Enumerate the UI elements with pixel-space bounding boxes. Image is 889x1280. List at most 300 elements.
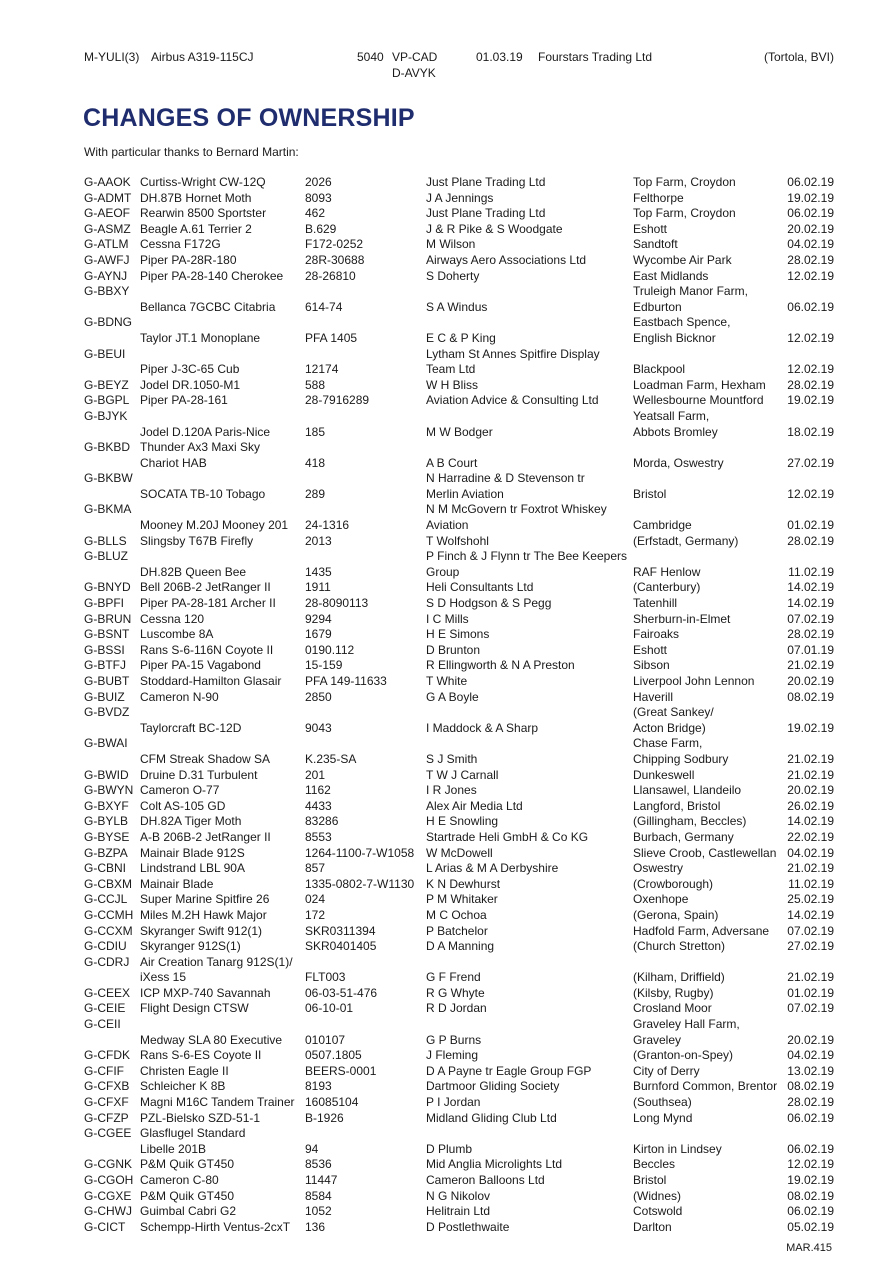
aircraft-type-line: Taylor JT.1 Monoplane xyxy=(140,330,261,345)
table-row xyxy=(84,1157,834,1173)
cell-date: 20.02.19 xyxy=(787,221,834,236)
owner-line: S D Hodgson & S Pegg xyxy=(426,596,552,611)
cell-serial-number: 4433 xyxy=(305,798,332,813)
cell-aircraft-type xyxy=(140,658,305,674)
cell-date: 25.02.19 xyxy=(787,892,834,907)
cell-registration: G-AEOF xyxy=(84,206,131,221)
aircraft-type-line: CFM Streak Shadow SA xyxy=(140,751,271,766)
cell-registration: G-BPFI xyxy=(84,596,125,611)
table-row xyxy=(84,643,834,659)
cell-location xyxy=(633,783,784,799)
cell-location xyxy=(633,1173,784,1189)
table-row xyxy=(84,440,834,471)
cell-date: 06.02.19 xyxy=(787,299,834,314)
cell-aircraft-type xyxy=(140,191,305,207)
aircraft-type-line: Piper PA-15 Vagabond xyxy=(140,658,261,673)
cell-owner xyxy=(426,502,633,533)
location-line: Haverill xyxy=(633,689,674,704)
cell-aircraft-type xyxy=(140,814,305,830)
location-line: (Great Sankey/ xyxy=(633,705,714,720)
cell-aircraft-type xyxy=(140,175,305,191)
owner-line: A B Court xyxy=(426,455,478,470)
cell-date: 19.02.19 xyxy=(787,1173,834,1187)
cell-aircraft-type xyxy=(140,487,305,503)
cell-location xyxy=(633,892,784,908)
cell-aircraft-type xyxy=(140,269,305,285)
cell-date: 19.02.19 xyxy=(787,393,834,408)
table-row xyxy=(84,1111,834,1127)
cell-registration: G-AYNJ xyxy=(84,268,128,283)
owner-line: G F Frend xyxy=(426,970,481,985)
cell-location xyxy=(633,1204,784,1220)
cell-registration: G-BUIZ xyxy=(84,689,125,704)
cell-aircraft-type xyxy=(140,253,305,269)
cell-registration: G-ADMT xyxy=(84,190,132,205)
cell-owner xyxy=(426,393,633,409)
cell-date: 21.02.19 xyxy=(787,861,834,876)
location-line: Darlton xyxy=(633,1219,672,1234)
cell-date: 22.02.19 xyxy=(787,829,834,844)
owner-line: M W Bodger xyxy=(426,424,493,439)
table-row xyxy=(84,986,834,1002)
location-line: (Granton-on-Spey) xyxy=(633,1048,734,1063)
cell-aircraft-type xyxy=(140,565,305,581)
cell-aircraft-type xyxy=(140,830,305,846)
owner-line: T W J Carnall xyxy=(426,767,499,782)
cell-location xyxy=(633,705,784,736)
location-line: Bristol xyxy=(633,1173,667,1187)
cell-registration: G-BXYF xyxy=(84,798,129,813)
cell-aircraft-type xyxy=(140,1189,305,1205)
cell-registration: G-CFDK xyxy=(84,1048,130,1063)
owner-line: H E Simons xyxy=(426,627,490,642)
table-row xyxy=(84,1126,834,1157)
header-location: (Tortola, BVI) xyxy=(763,50,834,64)
table-row xyxy=(84,830,834,846)
owner-line: Just Plane Trading Ltd xyxy=(426,206,546,221)
cell-date: 06.02.19 xyxy=(787,1110,834,1125)
table-row xyxy=(84,1204,834,1220)
cell-serial-number: 06-03-51-476 xyxy=(305,985,378,1000)
location-line: Burbach, Germany xyxy=(633,829,734,844)
owner-line: S Doherty xyxy=(426,268,480,283)
table-row xyxy=(84,378,834,394)
cell-location xyxy=(633,970,784,986)
cell-owner xyxy=(426,799,633,815)
cell-serial-number: 83286 xyxy=(305,814,339,829)
cell-location xyxy=(633,924,784,940)
cell-registration: G-CFXB xyxy=(84,1079,130,1094)
owner-line: Aviation xyxy=(426,518,469,533)
cell-registration: G-CGXE xyxy=(84,1188,132,1203)
cell-owner xyxy=(426,814,633,830)
cell-registration: G-BDNG xyxy=(84,315,132,330)
cell-registration: G-BLUZ xyxy=(84,549,129,564)
owner-line: Alex Air Media Ltd xyxy=(426,798,523,813)
table-row xyxy=(84,924,834,940)
location-line: Cotswold xyxy=(633,1204,683,1219)
owner-line: H E Snowling xyxy=(426,814,499,829)
cell-registration: G-CCJL xyxy=(84,892,128,907)
aircraft-type-line: Piper PA-28-181 Archer II xyxy=(140,596,276,611)
location-line: East Midlands xyxy=(633,268,709,283)
owner-line: Aviation Advice & Consulting Ltd xyxy=(426,393,599,408)
cell-serial-number: 1435 xyxy=(305,564,332,579)
cell-location xyxy=(633,1220,784,1236)
location-line: Edburton xyxy=(633,299,682,314)
cell-location xyxy=(633,206,784,222)
aircraft-type-line: Rans S-6-116N Coyote II xyxy=(140,642,274,657)
cell-aircraft-type xyxy=(140,643,305,659)
owner-line: P Finch & J Flynn tr The Bee Keepers xyxy=(426,549,627,564)
cell-date: 21.02.19 xyxy=(787,970,834,985)
cell-location xyxy=(633,830,784,846)
cell-registration: G-BZPA xyxy=(84,845,128,860)
location-line: Acton Bridge) xyxy=(633,720,706,735)
location-line: Llansawel, Llandeilo xyxy=(633,783,742,798)
cell-owner xyxy=(426,939,633,955)
cell-registration: G-BKBD xyxy=(84,440,131,455)
table-row xyxy=(84,534,834,550)
cell-aircraft-type xyxy=(140,612,305,628)
cell-date: 28.02.19 xyxy=(787,252,834,267)
cell-location xyxy=(633,1095,784,1111)
cell-aircraft-type xyxy=(140,237,305,253)
cell-date: 14.02.19 xyxy=(787,814,834,829)
owner-line: Lytham St Annes Spitfire Display xyxy=(426,346,600,361)
cell-date: 11.02.19 xyxy=(788,876,834,891)
cell-owner xyxy=(426,549,633,580)
aircraft-type-line: Chariot HAB xyxy=(140,455,207,470)
aircraft-type-line: DH.87B Hornet Moth xyxy=(140,190,252,205)
cell-date: 07.01.19 xyxy=(787,642,834,657)
cell-location xyxy=(633,690,784,706)
cell-aircraft-type xyxy=(140,908,305,924)
cell-aircraft-type xyxy=(140,440,305,471)
cell-owner xyxy=(426,674,633,690)
aircraft-type-line: Piper PA-28-161 xyxy=(140,393,228,408)
table-row xyxy=(84,705,834,736)
owner-line: T White xyxy=(426,674,468,688)
aircraft-type-line: iXess 15 xyxy=(140,970,187,985)
owner-line: Team Ltd xyxy=(426,362,476,377)
cell-date: 07.02.19 xyxy=(787,611,834,626)
cell-registration: G-CGNK xyxy=(84,1157,132,1172)
cell-aircraft-type xyxy=(140,752,305,768)
cell-aircraft-type xyxy=(140,1173,305,1189)
cell-aircraft-type xyxy=(140,924,305,940)
location-line: Truleigh Manor Farm, xyxy=(633,284,748,299)
aircraft-type-line: Piper J-3C-65 Cub xyxy=(140,362,240,377)
cell-owner xyxy=(426,892,633,908)
cell-aircraft-type xyxy=(140,534,305,550)
location-line: Loadman Farm, Hexham xyxy=(633,377,766,392)
aircraft-type-line: Jodel D.120A Paris-Nice xyxy=(140,424,271,439)
cell-location xyxy=(633,768,784,784)
aircraft-type-line: Skyranger Swift 912(1) xyxy=(140,923,263,938)
cell-serial-number: 8536 xyxy=(305,1157,332,1172)
cell-aircraft-type xyxy=(140,690,305,706)
cell-date: 06.02.19 xyxy=(787,1204,834,1219)
aircraft-type-line: Stoddard-Hamilton Glasair xyxy=(140,674,282,688)
cell-serial-number: 462 xyxy=(305,206,326,221)
header-previous-id-2: D-AVYK xyxy=(392,65,436,80)
location-line: Slieve Croob, Castlewellan xyxy=(633,845,777,860)
cell-date: 12.02.19 xyxy=(787,362,834,377)
owner-line: Cameron Balloons Ltd xyxy=(426,1173,545,1187)
table-row xyxy=(84,1095,834,1111)
cell-registration: G-BKMA xyxy=(84,502,132,517)
owner-line: W H Bliss xyxy=(426,377,478,392)
cell-registration: G-BUBT xyxy=(84,674,130,688)
aircraft-type-line: DH.82B Queen Bee xyxy=(140,564,247,579)
cell-owner xyxy=(426,1189,633,1205)
owner-line: M C Ochoa xyxy=(426,907,487,922)
cell-registration: G-ATLM xyxy=(84,237,129,252)
cell-registration: G-BGPL xyxy=(84,393,130,408)
cell-registration: G-BYLB xyxy=(84,814,129,829)
location-line: Chase Farm, xyxy=(633,736,703,751)
cell-owner xyxy=(426,627,633,643)
location-line: (Church Stretton) xyxy=(633,939,726,954)
aircraft-type-line: Rearwin 8500 Sportster xyxy=(140,206,267,221)
cell-aircraft-type xyxy=(140,861,305,877)
cell-aircraft-type xyxy=(140,580,305,596)
table-row xyxy=(84,892,834,908)
cell-serial-number: 857 xyxy=(305,861,326,876)
cell-aircraft-type xyxy=(140,1033,305,1049)
cell-registration: G-CDIU xyxy=(84,939,127,954)
cell-owner xyxy=(426,222,633,238)
aircraft-type-line: P&M Quik GT450 xyxy=(140,1157,235,1172)
cell-owner xyxy=(426,425,633,441)
cell-location xyxy=(633,1064,784,1080)
cell-aircraft-type xyxy=(140,674,305,690)
cell-location xyxy=(633,658,784,674)
owner-line: R G Whyte xyxy=(426,985,485,1000)
cell-registration: G-CDRJ xyxy=(84,954,130,969)
owner-line: I Maddock & A Sharp xyxy=(426,720,539,735)
table-row xyxy=(84,315,834,346)
cell-location xyxy=(633,877,784,893)
cell-aircraft-type xyxy=(140,1204,305,1220)
aircraft-type-line: SOCATA TB-10 Tobago xyxy=(140,486,266,501)
location-line: Wellesbourne Mountford xyxy=(633,393,764,408)
location-line: RAF Henlow xyxy=(633,564,701,579)
cell-serial-number: 2850 xyxy=(305,689,332,704)
cell-location xyxy=(633,191,784,207)
cell-location xyxy=(633,237,784,253)
owner-line: M Wilson xyxy=(426,237,476,252)
cell-registration: G-CEII xyxy=(84,1017,121,1032)
cell-location xyxy=(633,814,784,830)
cell-aircraft-type xyxy=(140,518,305,534)
cell-owner xyxy=(426,1079,633,1095)
aircraft-type-line: DH.82A Tiger Moth xyxy=(140,814,242,829)
cell-location xyxy=(633,315,784,346)
aircraft-type-line: Glasflugel Standard xyxy=(140,1126,246,1141)
location-line: Bristol xyxy=(633,486,667,501)
cell-serial-number: 1162 xyxy=(305,783,331,798)
cell-date: 01.02.19 xyxy=(787,985,834,1000)
cell-aircraft-type xyxy=(140,1220,305,1236)
cell-aircraft-type xyxy=(140,206,305,222)
cell-serial-number: 9043 xyxy=(305,720,332,735)
aircraft-type-line: Air Creation Tanarg 912S(1)/ xyxy=(140,954,293,969)
aircraft-type-line: Piper PA-28R-180 xyxy=(140,252,237,267)
aircraft-type-line: A-B 206B-2 JetRanger II xyxy=(140,829,271,844)
cell-date: 26.02.19 xyxy=(787,798,834,813)
cell-date: 07.02.19 xyxy=(787,923,834,938)
cell-date: 07.02.19 xyxy=(787,1001,834,1016)
cell-aircraft-type xyxy=(140,362,305,378)
cell-serial-number: FLT003 xyxy=(305,970,346,985)
aircraft-type-line: Cameron N-90 xyxy=(140,689,219,704)
owner-line: J & R Pike & S Woodgate xyxy=(426,221,563,236)
cell-serial-number: 0507.1805 xyxy=(305,1048,362,1063)
cell-date: 06.02.19 xyxy=(787,1141,834,1156)
cell-date: 08.02.19 xyxy=(787,1079,834,1094)
location-line: Tatenhill xyxy=(633,596,678,611)
owner-line: N M McGovern tr Foxtrot Whiskey xyxy=(426,502,607,517)
cell-location xyxy=(633,612,784,628)
cell-owner xyxy=(426,830,633,846)
cell-registration: G-CCXM xyxy=(84,923,133,938)
cell-location xyxy=(633,986,784,1002)
cell-date: 08.02.19 xyxy=(787,689,834,704)
cell-location xyxy=(633,253,784,269)
cell-registration: G-AWFJ xyxy=(84,252,130,267)
cell-owner xyxy=(426,378,633,394)
cell-aircraft-type xyxy=(140,955,305,986)
cell-registration: G-CICT xyxy=(84,1219,126,1234)
location-line: English Bicknor xyxy=(633,330,716,345)
cell-location xyxy=(633,736,784,767)
location-line: Dunkeswell xyxy=(633,767,695,782)
cell-date: 27.02.19 xyxy=(787,939,834,954)
cell-registration: G-CHWJ xyxy=(84,1204,132,1219)
cell-serial-number: 1679 xyxy=(305,627,332,642)
aircraft-type-line: Luscombe 8A xyxy=(140,627,214,642)
cell-registration: G-BYSE xyxy=(84,829,130,844)
cell-serial-number: 8584 xyxy=(305,1188,332,1203)
cell-owner xyxy=(426,690,633,706)
location-line: Sibson xyxy=(633,658,670,673)
cell-serial-number: PFA 1405 xyxy=(305,330,358,345)
owner-line: I R Jones xyxy=(426,783,477,798)
cell-owner xyxy=(426,1033,633,1049)
cell-registration: G-CBNI xyxy=(84,861,126,876)
cell-location xyxy=(633,1017,784,1048)
cell-aircraft-type xyxy=(140,892,305,908)
cell-aircraft-type xyxy=(140,986,305,1002)
owner-line: J Fleming xyxy=(426,1048,479,1063)
table-row xyxy=(84,596,834,612)
cell-location xyxy=(633,596,784,612)
cell-owner xyxy=(426,658,633,674)
owner-line: K N Dewhurst xyxy=(426,876,501,891)
cell-aircraft-type xyxy=(140,1126,305,1157)
location-line: Liverpool John Lennon xyxy=(633,674,755,688)
aircraft-type-line: Cessna F172G xyxy=(140,237,221,252)
location-line: Sandtoft xyxy=(633,237,678,252)
cell-registration: G-BNYD xyxy=(84,580,131,595)
aircraft-type-line: Miles M.2H Hawk Major xyxy=(140,907,267,922)
cell-aircraft-type xyxy=(140,1079,305,1095)
cell-date: 21.02.19 xyxy=(787,658,834,673)
cell-aircraft-type xyxy=(140,721,305,737)
cell-registration: G-CEIE xyxy=(84,1001,126,1016)
cell-date: 12.02.19 xyxy=(787,268,834,283)
location-line: Graveley Hall Farm, Graveley xyxy=(633,1017,740,1047)
location-line: Oxenhope xyxy=(633,892,689,907)
cell-aircraft-type xyxy=(140,799,305,815)
cell-aircraft-type xyxy=(140,1048,305,1064)
owner-line: Mid Anglia Microlights Ltd xyxy=(426,1157,563,1172)
cell-aircraft-type xyxy=(140,783,305,799)
aircraft-type-line: Schempp-Hirth Ventus-2cxT xyxy=(140,1219,291,1234)
aircraft-type-line: Mainair Blade xyxy=(140,876,214,891)
location-line: Wycombe Air Park xyxy=(633,252,732,267)
aircraft-type-line: Mooney M.20J Mooney 201 xyxy=(140,518,289,533)
cell-location xyxy=(633,1001,784,1017)
table-row xyxy=(84,1189,834,1205)
cell-registration: G-BEYZ xyxy=(84,377,129,392)
cell-date: 12.02.19 xyxy=(787,1157,834,1172)
aircraft-type-line: Cameron O-77 xyxy=(140,783,220,798)
cell-aircraft-type xyxy=(140,222,305,238)
cell-owner xyxy=(426,752,633,768)
table-row xyxy=(84,1048,834,1064)
table-row xyxy=(84,877,834,893)
cell-date: 04.02.19 xyxy=(787,237,834,252)
cell-owner xyxy=(426,300,633,316)
cell-registration: G-CCMH xyxy=(84,907,134,922)
cell-location xyxy=(633,908,784,924)
cell-location xyxy=(633,487,784,503)
aircraft-type-line: P&M Quik GT450 xyxy=(140,1188,235,1203)
cell-serial-number: 136 xyxy=(305,1219,326,1234)
cell-owner xyxy=(426,191,633,207)
location-line: (Crowborough) xyxy=(633,876,714,891)
cell-aircraft-type xyxy=(140,1001,305,1017)
table-row xyxy=(84,580,834,596)
cell-serial-number: 06-10-01 xyxy=(305,1001,354,1016)
cell-location xyxy=(633,1048,784,1064)
owner-line: N G Nikolov xyxy=(426,1188,491,1203)
cell-date: 27.02.19 xyxy=(787,455,834,470)
table-row xyxy=(84,799,834,815)
header-previous-ids xyxy=(392,50,437,81)
owner-line: G P Burns xyxy=(426,1032,482,1047)
aircraft-type-line: Medway SLA 80 Executive xyxy=(140,1032,283,1047)
table-row xyxy=(84,1173,834,1189)
aircraft-type-line: Rans S-6-ES Coyote II xyxy=(140,1048,262,1063)
cell-owner xyxy=(426,1173,633,1189)
location-line: Cambridge xyxy=(633,518,692,533)
cell-owner xyxy=(426,986,633,1002)
location-line: (Erfstadt, Germany) xyxy=(633,533,739,548)
cell-owner xyxy=(426,269,633,285)
aircraft-type-line: Christen Eagle II xyxy=(140,1063,229,1078)
cell-aircraft-type xyxy=(140,768,305,784)
table-row xyxy=(84,237,834,253)
location-line: Crosland Moor xyxy=(633,1001,712,1016)
cell-owner xyxy=(426,612,633,628)
cell-registration: G-CEEX xyxy=(84,985,131,1000)
cell-date: 28.02.19 xyxy=(787,533,834,548)
cell-serial-number: F172-0252 xyxy=(305,237,364,252)
